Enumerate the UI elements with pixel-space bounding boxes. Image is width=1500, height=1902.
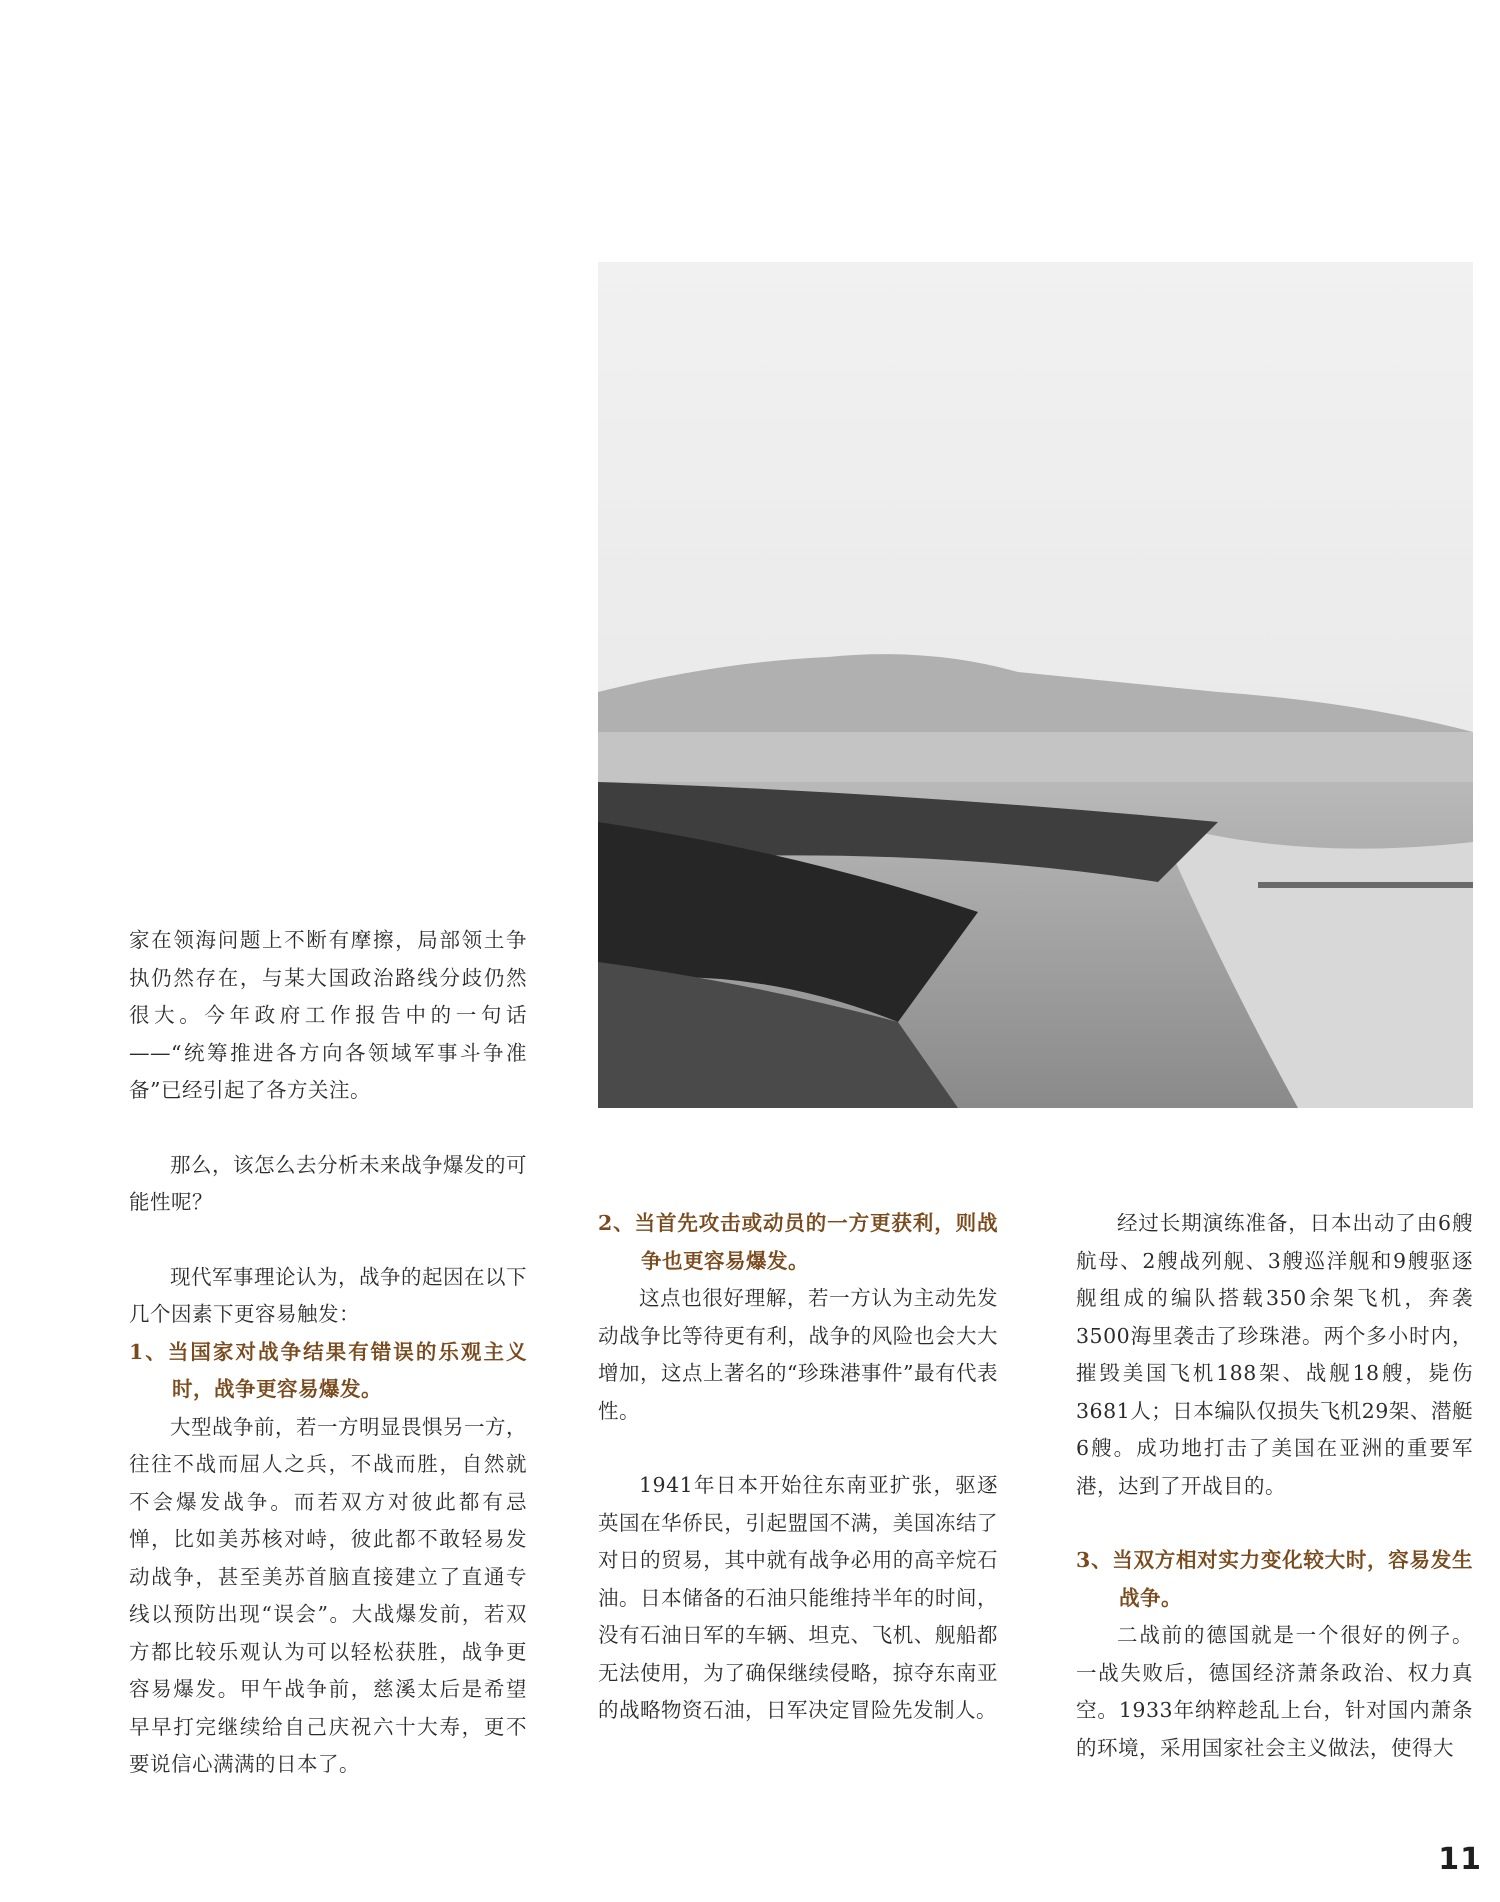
col1-paragraph-1: 家在领海问题上不断有摩擦，局部领土争执仍然存在，与某大国政治路线分歧仍然很大。今年政府工作报告中的一句话——“统筹推进各方向各领域军事斗争准备”已经引起了各方关注。 — [129, 928, 527, 1102]
column-2 — [598, 1205, 998, 1730]
col2-paragraph-2: 1941年日本开始往东南亚扩张，驱逐英国在华侨民，引起盟国不满，美国冻结了对日的贸易，其中就有战争必用的高辛烷石油。日本储备的石油只能维持半年的时间，没有石油日军的车辆、坦克、飞机、舰船都无法使用，为了确保继续侵略，掠夺东南亚的战略物资石油，日军决定冒险先发制人。 — [598, 1473, 998, 1722]
col1-paragraph-4: 大型战争前，若一方明显畏惧另一方，往往不战而屈人之兵，不战而胜，自然就不会爆发战争。而若双方对彼此都有忌惮，比如美苏核对峙，彼此都不敢轻易发动战争，甚至美苏首脑直接建立了直通专线以预防出现“误会”。大战爆发前，若双方都比较乐观认为可以轻松获胜，战争更容易爆发。甲午战争前，慈溪太后是希望早早打完继续给自己庆祝六十大寿，更不要说信心满满的日本了。 — [129, 1414, 527, 1776]
col3-heading-3: 3、当双方相对实力变化较大时，容易发生战争。 — [1076, 1548, 1473, 1610]
col1-paragraph-2: 那么，该怎么去分析未来战争爆发的可能性呢？ — [129, 1152, 527, 1214]
col1-heading-1: 1、当国家对战争结果有错误的乐观主义时，战争更容易爆发。 — [129, 1339, 527, 1401]
col3-paragraph-2: 二战前的德国就是一个很好的例子。一战失败后，德国经济萧条政治、权力真空。1933年纳粹趁乱上台，针对国内萧条的环境，采用国家社会主义做法，使得大 — [1076, 1623, 1473, 1760]
troops-photo-icon — [598, 262, 1473, 1108]
col2-heading-2: 2、当首先攻击或动员的一方更获利，则战争也更容易爆发。 — [598, 1211, 998, 1273]
col2-paragraph-1: 这点也很好理解，若一方认为主动先发动战争比等待更有利，战争的风险也会大大增加，这点上著名的“珍珠港事件”最有代表性。 — [598, 1286, 998, 1423]
page-number: 11 — [1438, 1842, 1482, 1877]
column-1 — [129, 922, 527, 1784]
historical-photo — [598, 262, 1473, 1108]
column-3 — [1076, 1205, 1473, 1767]
col3-paragraph-1: 经过长期演练准备，日本出动了由6艘航母、2艘战列舰、3艘巡洋舰和9艘驱逐舰组成的编队搭载350余架飞机，奔袭3500海里袭击了珍珠港。两个多小时内，摧毁美国飞机188架、战舰18艘，毙伤3681人；日本编队仅损失飞机29架、潜艇6艘。成功地打击了美国在亚洲的重要军港，达到了开战目的。 — [1076, 1211, 1473, 1498]
col1-paragraph-3: 现代军事理论认为，战争的起因在以下几个因素下更容易触发： — [129, 1264, 527, 1326]
